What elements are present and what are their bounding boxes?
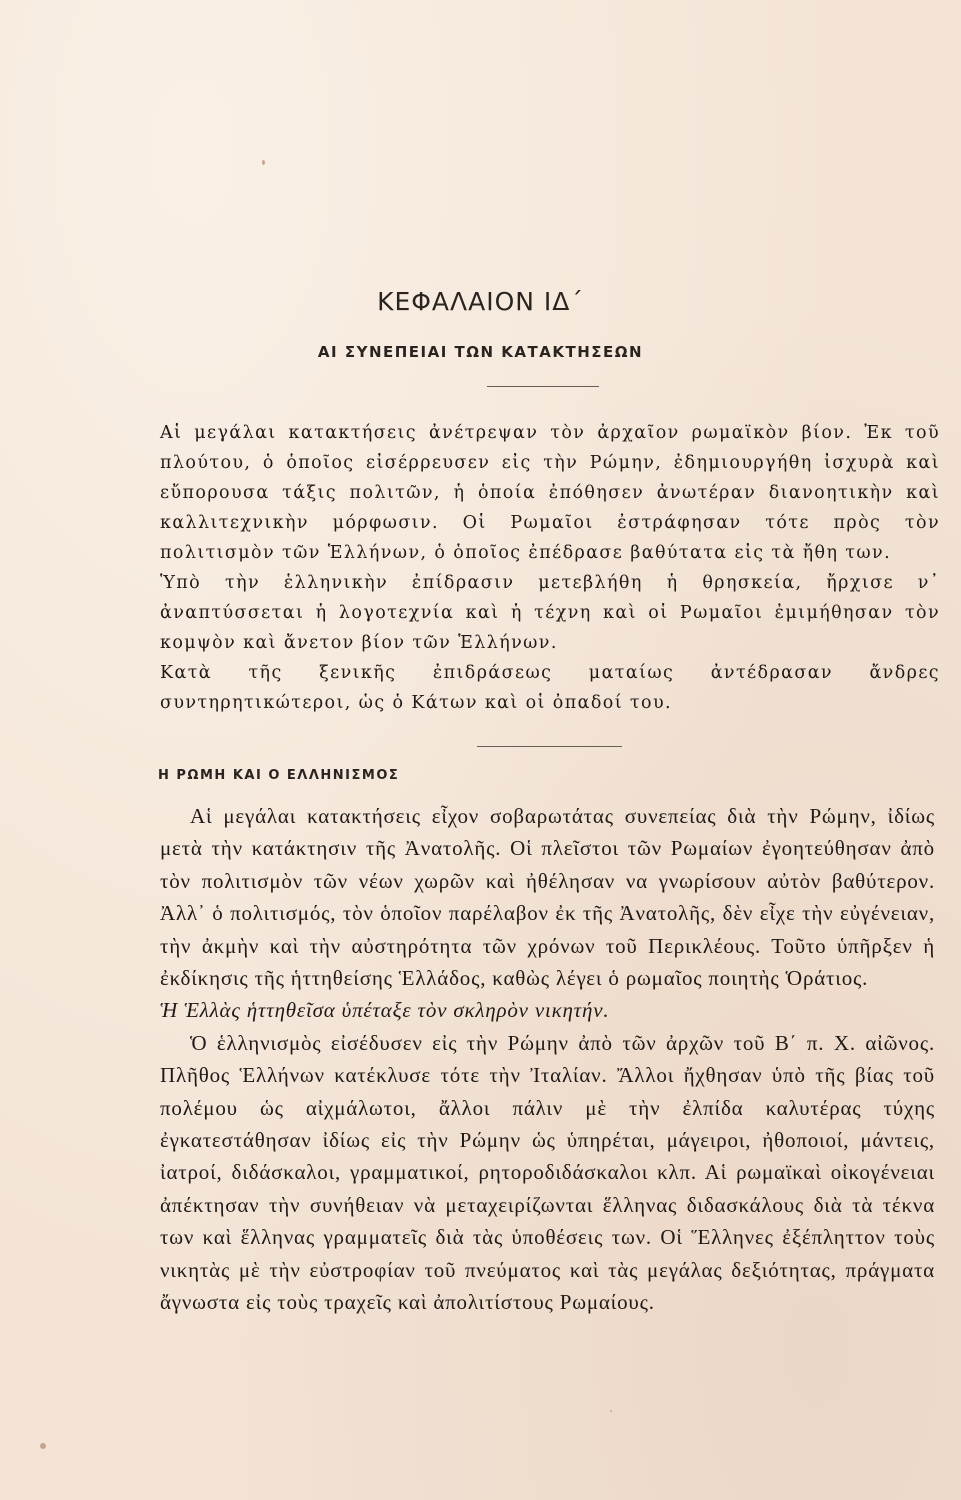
chapter-subtitle: ΑΙ ΣΥΝΕΠΕΙΑΙ ΤΩΝ ΚΑΤΑΚΤΗΣΕΩΝ (317, 343, 644, 361)
section-body (160, 800, 935, 1319)
summary-divider (477, 746, 622, 747)
section-heading: Η ΡΩΜΗ ΚΑΙ Ο ΕΛΛΗΝΙΣΜΟΣ (158, 768, 400, 783)
paper-speck (40, 1443, 46, 1449)
summary-paragraph: Αἱ μεγάλαι κατακτήσεις ἀνέτρεψαν τὸν ἀρχαῖον ρωμαϊκὸν βίον. Ἐκ τοῦ πλούτου, ὁ ὁποῖος εἰσέρρευσεν εἰς τὴν Ρώμην, ἐδημιουργήθη ἰσχυρὰ καὶ εὔπορουσα τάξις πολιτῶν, ἡ ὁποία ἐπόθησεν ἀνωτέραν διανοητικὴν καὶ καλλιτεχνικὴν μόρφωσιν. Οἱ Ρωμαῖοι ἐστράφησαν τότε πρὸς τὸν πολιτισμὸν τῶν Ἑλλήνων, ὁ ὁποῖος ἐπέδρασε βαθύτατα εἰς τὰ ἤθη των. (160, 423, 940, 563)
paper-speck (610, 1410, 612, 1412)
paper-speck (262, 160, 265, 165)
chapter-summary (160, 418, 940, 718)
horace-quote: Ἡ Ἑλλὰς ἡττηθεῖσα ὑπέταξε τὸν σκληρὸν νικητήν. (160, 998, 610, 1023)
summary-paragraph: Ὑπὸ τὴν ἑλληνικὴν ἐπίδρασιν μετεβλήθη ἡ θρησκεία, ἤρχισε ν᾽ ἀναπτύσσεται ἡ λογοτεχνία καὶ ἡ τέχνη καὶ οἱ Ρωμαῖοι ἐμιμήθησαν τὸν κομψὸν καὶ ἄνετον βίον τῶν Ἑλλήνων. (160, 573, 940, 653)
body-paragraph: Ὁ ἑλληνισμὸς εἰσέδυσεν εἰς τὴν Ρώμην ἀπὸ τῶν ἀρχῶν τοῦ Β΄ π. Χ. αἰῶνος. Πλῆθος Ἑλλήνων κατέκλυσε τότε τὴν Ἰταλίαν. Ἄλλοι ἤχθησαν ὑπὸ τῆς βίας τοῦ πολέμου ὡς αἰχμάλωτοι, ἄλλοι πάλιν μὲ τὴν ἐλπίδα καλυτέρας τύχης ἐγκατεστάθησαν ἰδίως εἰς τὴν Ρώμην ὡς ὑπηρέται, μάγειροι, ἠθοποιοί, μάντεις, ἰατροί, διδάσκαλοι, γραμματικοί, ρητοροδιδάσκαλοι κλπ. Αἱ ρωμαϊκαὶ οἰκογένειαι ἀπέκτησαν τὴν συνήθειαν νὰ μεταχειρίζωνται ἕλληνας διδασκάλους διὰ τὰ τέκνα των καὶ ἕλληνας γραμματεῖς διὰ τὰς ὑποθέσεις των. Οἱ Ἕλληνες ἐξέπληττον τοὺς νικητὰς μὲ τὴν εὐστροφίαν τοῦ πνεύματος καὶ τὰς μεγάλας δεξιότητας, πράγματα ἄγνωστα εἰς τοὺς τραχεῖς καὶ ἀπολιτίστους Ρωμαίους. (160, 1030, 935, 1315)
body-paragraph: Αἱ μεγάλαι κατακτήσεις εἶχον σοβαρωτάτας συνεπείας διὰ τὴν Ρώμην, ἰδίως μετὰ τὴν κατάκτησιν τῆς Ἀνατολῆς. Οἱ πλεῖστοι τῶν Ρωμαίων ἐγοητεύθησαν ἀπὸ τὸν πολιτισμὸν τῶν νέων χωρῶν καὶ ἠθέλησαν να γνωρίσουν αὐτὸν βαθύτερον. Ἀλλ᾽ ὁ πολιτισμός, τὸν ὁποῖον παρέλαβον ἐκ τῆς Ἀνατολῆς, δὲν εἶχε τὴν εὐγένειαν, τὴν ἀκμὴν καὶ τὴν αὐστηρότητα τῶν χρόνων τοῦ Περικλέους. Τοῦτο ὑπῆρξεν ἡ ἐκδίκησις τῆς ἡττηθείσης Ἑλλάδος, καθὼς λέγει ὁ ρωμαῖος ποιητὴς Ὁράτιος. (160, 804, 935, 991)
chapter-title: ΚΕΦΑΛΑΙΟΝ ΙΔ΄ (377, 287, 584, 316)
summary-paragraph: Κατὰ τῆς ξενικῆς ἐπιδράσεως ματαίως ἀντέδρασαν ἄνδρες συντηρητικώτεροι, ὡς ὁ Κάτων καὶ οἱ ὀπαδοί του. (160, 663, 940, 713)
title-divider (487, 386, 599, 387)
